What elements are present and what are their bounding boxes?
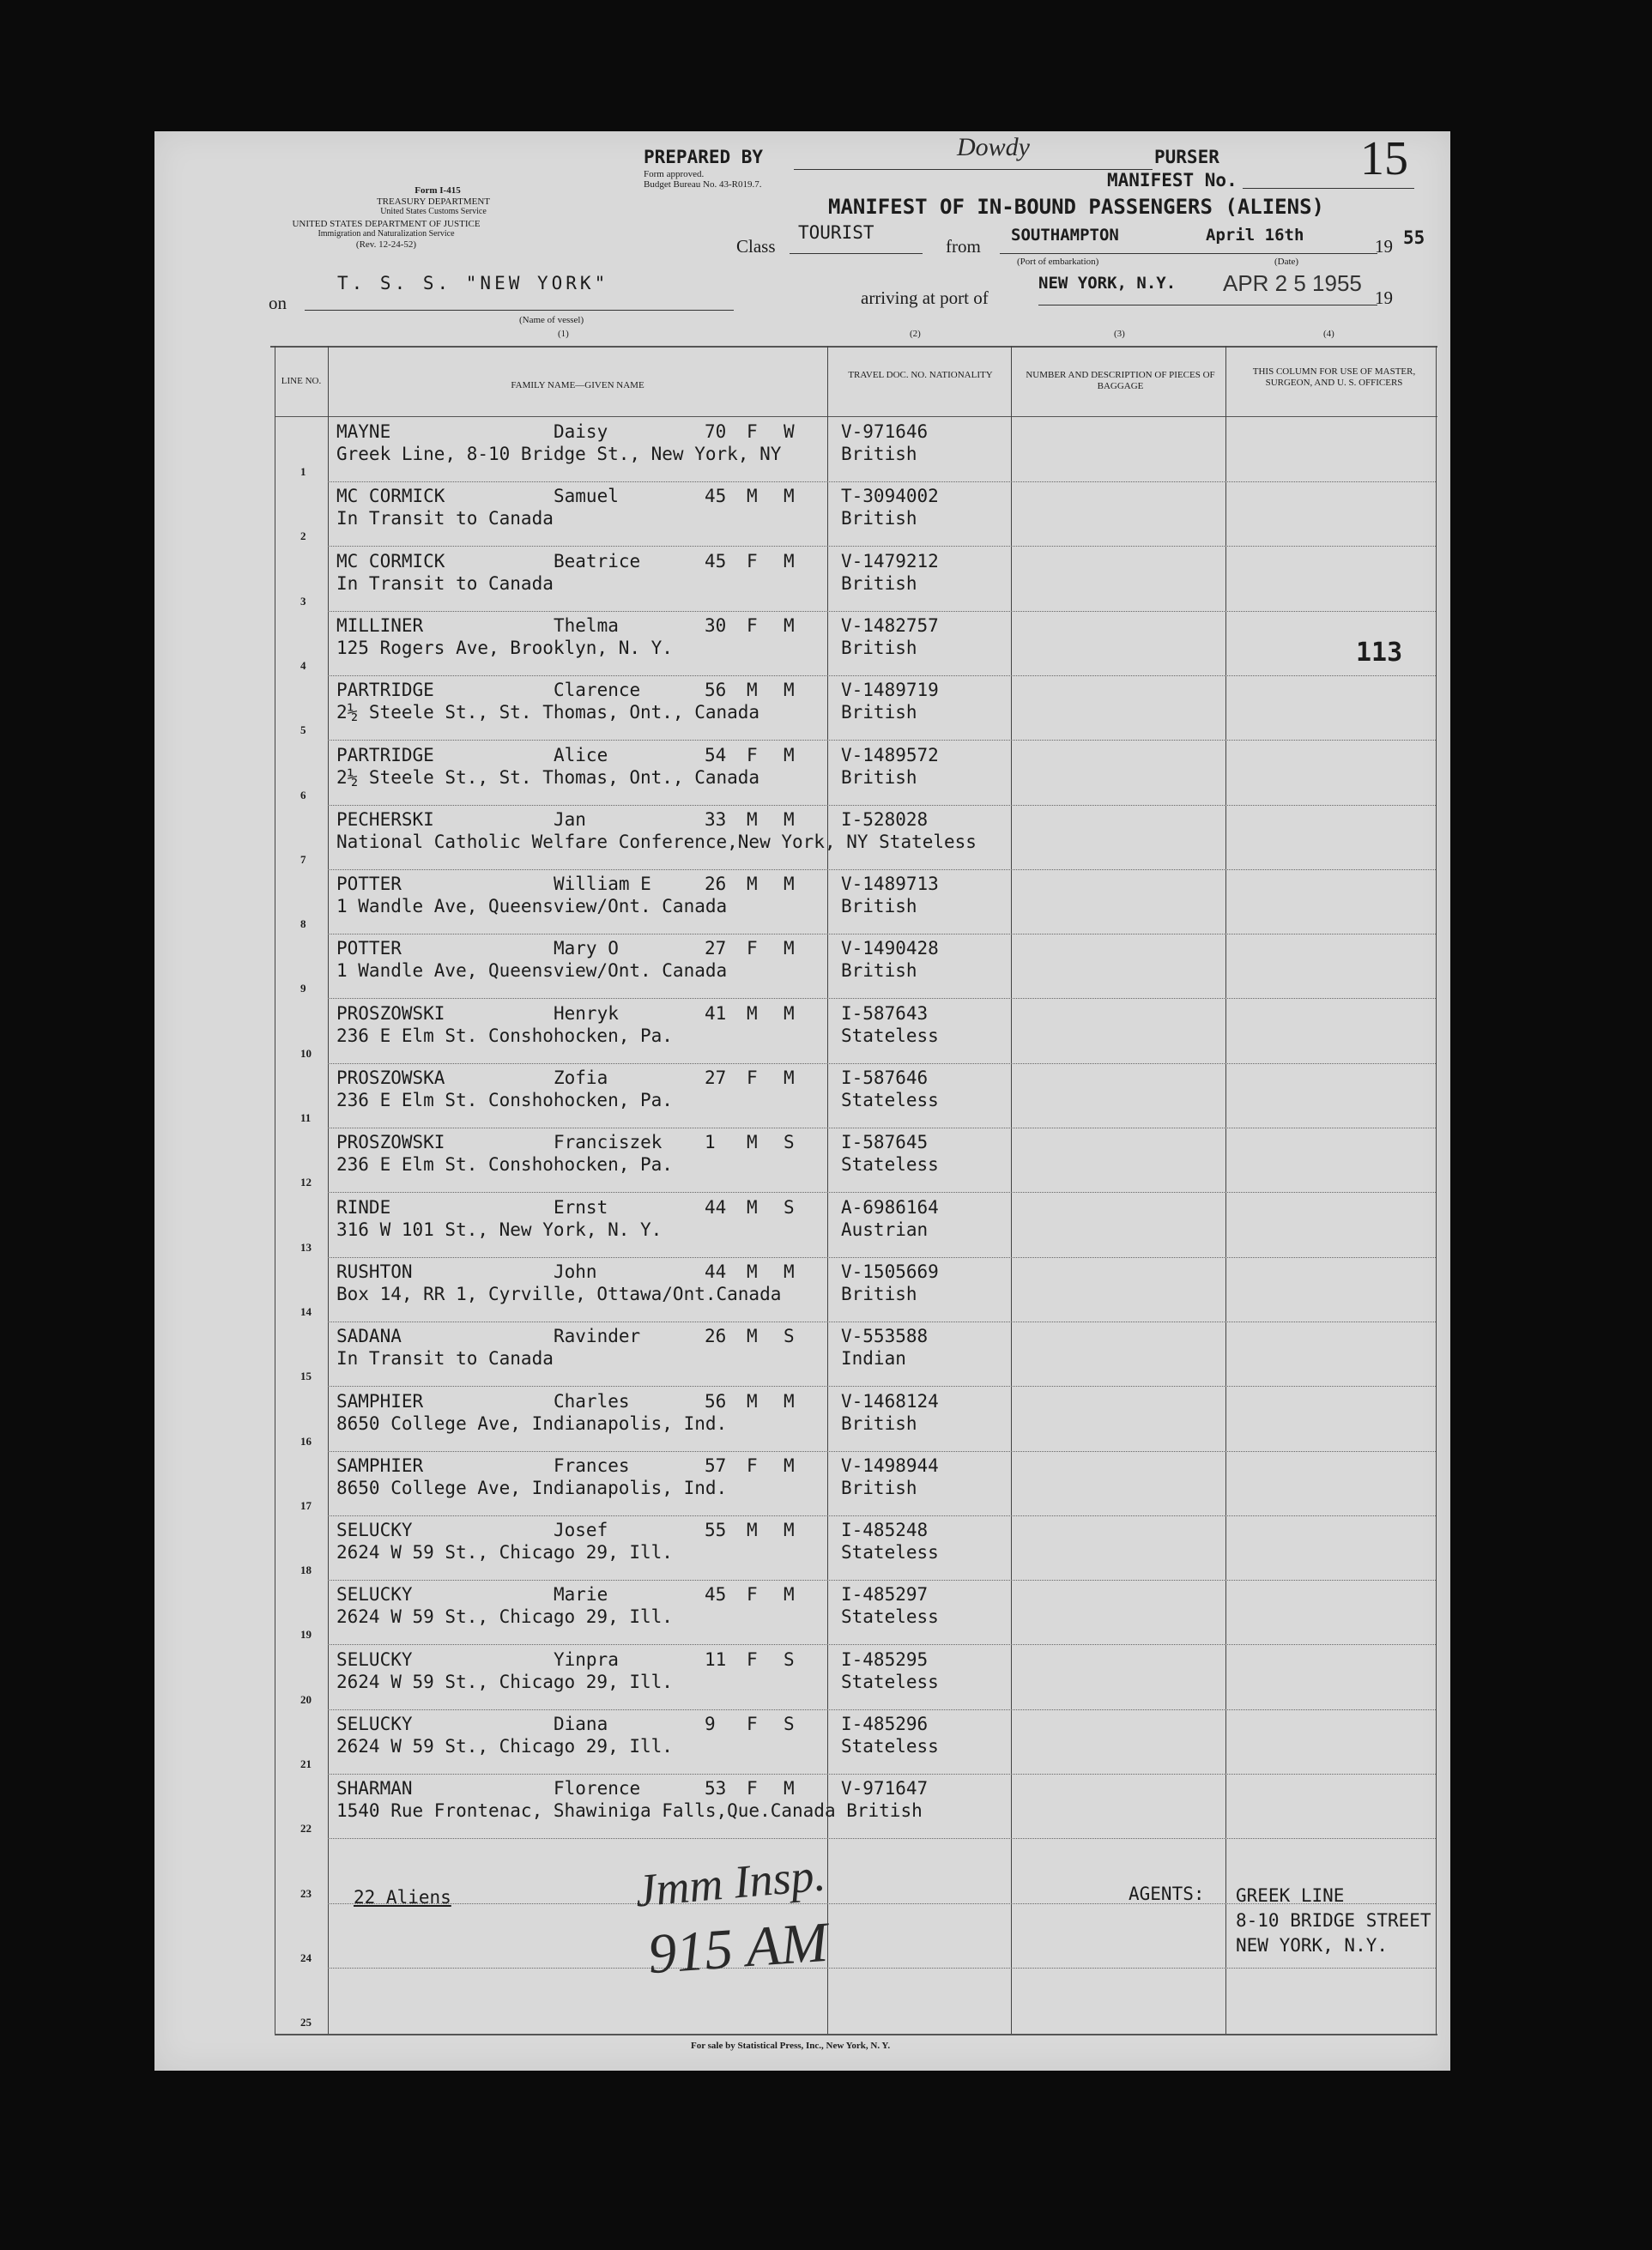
nationality: Stateless — [841, 1090, 939, 1110]
table-row — [154, 1648, 1450, 1713]
line-number: 15 — [300, 1370, 312, 1382]
table-row — [154, 485, 1450, 549]
col-marker-2: (2) — [910, 329, 921, 339]
age: 55 — [705, 1520, 727, 1540]
marital-status: S — [784, 1197, 795, 1218]
age: 27 — [705, 1068, 727, 1088]
address: 2624 W 59 St., Chicago 29, Ill. — [336, 1736, 673, 1757]
marital-status: M — [784, 486, 795, 506]
on-label: on — [269, 293, 287, 313]
marital-status: M — [784, 745, 795, 765]
col-marker-3: (3) — [1114, 329, 1125, 339]
sex: F — [747, 1649, 758, 1670]
marital-status: S — [784, 1714, 795, 1734]
line-number: 20 — [300, 1693, 312, 1706]
nationality: British — [841, 1413, 917, 1434]
address: 2624 W 59 St., Chicago 29, Ill. — [336, 1672, 673, 1692]
given-name: Diana — [554, 1714, 608, 1734]
family-name: POTTER — [336, 874, 402, 894]
given-name: Florence — [554, 1778, 641, 1799]
purser-label: PURSER — [1154, 147, 1219, 167]
family-name: PROSZOWSKA — [336, 1068, 445, 1088]
address: Greek Line, 8-10 Bridge St., New York, NY — [336, 444, 782, 464]
family-name: SHARMAN — [336, 1778, 413, 1799]
line-number: 25 — [300, 2016, 312, 2029]
row-divider — [328, 481, 1436, 482]
sex: M — [747, 1003, 758, 1024]
marital-status: S — [784, 1649, 795, 1670]
age: 56 — [705, 680, 727, 700]
address: 125 Rogers Ave, Brooklyn, N. Y. — [336, 638, 673, 658]
table-row — [154, 1455, 1450, 1519]
address: 2½ Steele St., St. Thomas, Ont., Canada — [336, 702, 760, 723]
travel-doc-number: V-1479212 — [841, 551, 939, 572]
line-number: 24 — [300, 1951, 312, 1964]
nationality: Stateless — [841, 1672, 939, 1692]
nationality: Stateless — [841, 1542, 939, 1563]
family-name: SELUCKY — [336, 1520, 413, 1540]
customs-service: United States Customs Service — [380, 207, 487, 216]
marital-status: M — [784, 1068, 795, 1088]
given-name: Zofia — [554, 1068, 608, 1088]
header-line-no: LINE NO. — [281, 376, 322, 386]
agents-label: AGENTS: — [1129, 1884, 1205, 1904]
nationality: Stateless — [841, 1154, 939, 1175]
sex: M — [747, 1132, 758, 1152]
line-number: 12 — [300, 1176, 312, 1189]
header-baggage: NUMBER AND DESCRIPTION OF PIECES OF BAGGAGE — [1026, 370, 1215, 391]
line-number: 23 — [300, 1887, 312, 1900]
treasury-department: TREASURY DEPARTMENT — [376, 197, 491, 207]
sex: F — [747, 421, 758, 442]
family-name: SELUCKY — [336, 1584, 413, 1605]
nationality: British — [841, 702, 917, 723]
row-divider — [328, 1709, 1436, 1710]
marital-status: M — [784, 680, 795, 700]
age: 27 — [705, 938, 727, 959]
row-divider — [328, 805, 1436, 806]
given-name: Josef — [554, 1520, 608, 1540]
given-name: Henryk — [554, 1003, 619, 1024]
age: 41 — [705, 1003, 727, 1024]
travel-doc-number: I-528028 — [841, 809, 929, 830]
address: In Transit to Canada — [336, 573, 554, 594]
nationality: Stateless — [841, 1025, 939, 1046]
sex: F — [747, 938, 758, 959]
sex: F — [747, 1714, 758, 1734]
given-name: Beatrice — [554, 551, 641, 572]
row-divider — [328, 740, 1436, 741]
marital-status: M — [784, 1261, 795, 1282]
family-name: PROSZOWSKI — [336, 1003, 445, 1024]
sex: F — [747, 615, 758, 636]
row-divider — [328, 1644, 1436, 1645]
line-number: 11 — [300, 1111, 312, 1124]
family-name: PARTRIDGE — [336, 680, 434, 700]
travel-doc-number: I-587645 — [841, 1132, 929, 1152]
table-row — [154, 614, 1450, 679]
address: 2624 W 59 St., Chicago 29, Ill. — [336, 1542, 673, 1563]
family-name: PECHERSKI — [336, 809, 434, 830]
line-number: 1 — [300, 465, 306, 478]
travel-doc-number: I-587646 — [841, 1068, 929, 1088]
vessel-name-label: (Name of vessel) — [519, 315, 584, 325]
table-row — [154, 1196, 1450, 1261]
travel-doc-number: V-1482757 — [841, 615, 939, 636]
marital-status: M — [784, 809, 795, 830]
budget-bureau: Budget Bureau No. 43-R019.7. — [644, 179, 762, 190]
nationality: Stateless — [841, 1606, 939, 1627]
header-officers: THIS COLUMN FOR USE OF MASTER, SURGEON, AND U. S. OFFICERS — [1252, 366, 1416, 388]
table-row — [154, 873, 1450, 937]
row-divider — [328, 1968, 1436, 1969]
nationality: British — [841, 767, 917, 788]
date-label: (Date) — [1274, 257, 1299, 267]
address: 236 E Elm St. Conshohocken, Pa. — [336, 1090, 673, 1110]
given-name: John — [554, 1261, 597, 1282]
table-row — [154, 1713, 1450, 1777]
address: 236 E Elm St. Conshohocken, Pa. — [336, 1025, 673, 1046]
marital-status: M — [784, 551, 795, 572]
table-row — [154, 744, 1450, 808]
given-name: Thelma — [554, 615, 619, 636]
sex: M — [747, 1197, 758, 1218]
travel-doc-number: I-485248 — [841, 1520, 929, 1540]
family-name: MC CORMICK — [336, 486, 445, 506]
nationality: British — [841, 444, 917, 464]
port-of-embarkation-label: (Port of embarkation) — [1017, 257, 1099, 267]
marital-status: M — [784, 1003, 795, 1024]
nationality: British — [841, 638, 917, 658]
given-name: Daisy — [554, 421, 608, 442]
line-number: 13 — [300, 1241, 312, 1254]
marital-status: S — [784, 1132, 795, 1152]
sex: M — [747, 874, 758, 894]
marital-status: M — [784, 874, 795, 894]
family-name: PROSZOWSKI — [336, 1132, 445, 1152]
arrival-year-prefix: 19 — [1375, 287, 1393, 308]
sex: M — [747, 680, 758, 700]
age: 45 — [705, 1584, 727, 1605]
travel-doc-number: I-485296 — [841, 1714, 929, 1734]
line-number: 16 — [300, 1435, 312, 1448]
form-approved: Form approved. — [644, 169, 705, 179]
sex: M — [747, 809, 758, 830]
line-number: 14 — [300, 1305, 312, 1318]
travel-doc-number: I-485297 — [841, 1584, 929, 1605]
row-divider — [328, 1774, 1436, 1775]
officer-note: 113 — [1356, 638, 1403, 668]
arriving-port: NEW YORK, N.Y. — [1038, 274, 1177, 293]
family-name: MC CORMICK — [336, 551, 445, 572]
address: 8650 College Ave, Indianapolis, Ind. — [336, 1413, 728, 1434]
address: Box 14, RR 1, Cyrville, Ottawa/Ont.Canada — [336, 1284, 782, 1304]
row-divider — [328, 675, 1436, 676]
total-aliens: 22 Aliens — [354, 1887, 451, 1908]
row-divider — [328, 1451, 1436, 1452]
given-name: Franciszek — [554, 1132, 663, 1152]
row-divider — [328, 1192, 1436, 1193]
agents-line-2: 8-10 BRIDGE STREET — [1236, 1910, 1431, 1931]
address: In Transit to Canada — [336, 508, 554, 529]
given-name: Alice — [554, 745, 608, 765]
agents-address — [1236, 1884, 1431, 1958]
class-value: TOURIST — [798, 222, 874, 243]
handwritten-time: 915 AM — [645, 1910, 830, 1987]
table-row — [154, 1002, 1450, 1067]
address: In Transit to Canada — [336, 1348, 554, 1369]
line-number: 21 — [300, 1757, 312, 1770]
nationality: Stateless — [841, 1736, 939, 1757]
family-name: SELUCKY — [336, 1714, 413, 1734]
row-divider — [328, 1063, 1436, 1064]
line-number: 6 — [300, 789, 306, 801]
table-row — [154, 937, 1450, 1001]
address: 2624 W 59 St., Chicago 29, Ill. — [336, 1606, 673, 1627]
address: 236 E Elm St. Conshohocken, Pa. — [336, 1154, 673, 1175]
given-name: Samuel — [554, 486, 619, 506]
nationality: British — [841, 1284, 917, 1304]
family-name: SELUCKY — [336, 1649, 413, 1670]
age: 56 — [705, 1391, 727, 1412]
table-row — [154, 1390, 1450, 1455]
row-divider — [328, 869, 1436, 870]
vessel-name: T. S. S. "NEW YORK" — [337, 273, 609, 293]
sex: F — [747, 1778, 758, 1799]
table-row — [154, 420, 1450, 485]
given-name: Mary O — [554, 938, 619, 959]
marital-status: M — [784, 1455, 795, 1476]
line-number: 4 — [300, 659, 306, 672]
given-name: William E — [554, 874, 651, 894]
family-name: SADANA — [336, 1326, 402, 1346]
line-number: 2 — [300, 529, 306, 542]
nationality: British — [841, 508, 917, 529]
travel-doc-number: I-485295 — [841, 1649, 929, 1670]
marital-status: M — [784, 615, 795, 636]
given-name: Ravinder — [554, 1326, 641, 1346]
age: 53 — [705, 1778, 727, 1799]
given-name: Marie — [554, 1584, 608, 1605]
travel-doc-number: V-1490428 — [841, 938, 939, 959]
travel-doc-number: V-1489713 — [841, 874, 939, 894]
travel-doc-number: T-3094002 — [841, 486, 939, 506]
line-number: 3 — [300, 595, 306, 608]
prepared-by-signature: Dowdy — [957, 133, 1030, 161]
age: 70 — [705, 421, 727, 442]
manifest-page — [154, 131, 1450, 2071]
row-divider — [328, 1386, 1436, 1387]
table-row — [154, 1583, 1450, 1648]
table-row — [154, 1777, 1450, 1842]
family-name: PARTRIDGE — [336, 745, 434, 765]
nationality: British — [841, 573, 917, 594]
sex: F — [747, 745, 758, 765]
age: 26 — [705, 1326, 727, 1346]
table-row — [154, 1519, 1450, 1583]
row-divider — [328, 611, 1436, 612]
marital-status: M — [784, 1520, 795, 1540]
nationality: British — [841, 896, 917, 916]
marital-status: S — [784, 1326, 795, 1346]
travel-doc-number: V-1489719 — [841, 680, 939, 700]
nationality: British — [841, 1478, 917, 1498]
family-name: MAYNE — [336, 421, 391, 442]
header-travel-doc: TRAVEL DOC. NO. NATIONALITY — [848, 370, 993, 380]
table-row — [154, 550, 1450, 614]
row-divider — [328, 998, 1436, 999]
table-row — [154, 808, 1450, 873]
marital-status: M — [784, 1391, 795, 1412]
manifest-title: MANIFEST OF IN-BOUND PASSENGERS (ALIENS) — [828, 195, 1324, 219]
line-number: 10 — [300, 1047, 312, 1060]
address: National Catholic Welfare Conference,New York, NY Stateless — [336, 832, 977, 852]
age: 45 — [705, 551, 727, 572]
row-divider — [328, 546, 1436, 547]
sex: M — [747, 1261, 758, 1282]
year-suffix: 55 — [1403, 227, 1425, 248]
address: 316 W 101 St., New York, N. Y. — [336, 1219, 663, 1240]
table-row — [154, 1131, 1450, 1195]
class-label: Class — [736, 236, 776, 257]
form-number: Form I-415 — [415, 185, 461, 196]
sex: F — [747, 1455, 758, 1476]
family-name: POTTER — [336, 938, 402, 959]
travel-doc-number: V-1498944 — [841, 1455, 939, 1476]
col-marker-4: (4) — [1323, 329, 1334, 339]
nationality: British — [841, 960, 917, 981]
sex: F — [747, 551, 758, 572]
inspector-signature: Jmm Insp. — [632, 1848, 828, 1917]
nationality: Austrian — [841, 1219, 929, 1240]
sex: M — [747, 486, 758, 506]
family-name: SAMPHIER — [336, 1391, 424, 1412]
marital-status: M — [784, 1584, 795, 1605]
marital-status: W — [784, 421, 795, 442]
table-row — [154, 679, 1450, 743]
table-row — [154, 1261, 1450, 1325]
age: 44 — [705, 1261, 727, 1282]
line-number: 9 — [300, 982, 306, 995]
agents-line-3: NEW YORK, N.Y. — [1236, 1935, 1389, 1956]
given-name: Frances — [554, 1455, 630, 1476]
justice-department: UNITED STATES DEPARTMENT OF JUSTICE — [292, 219, 481, 229]
age: 57 — [705, 1455, 727, 1476]
family-name: RUSHTON — [336, 1261, 413, 1282]
age: 26 — [705, 874, 727, 894]
col-marker-1: (1) — [558, 329, 569, 339]
address: 8650 College Ave, Indianapolis, Ind. — [336, 1478, 728, 1498]
arriving-label: arriving at port of — [861, 287, 989, 308]
header-family-name: FAMILY NAME—GIVEN NAME — [511, 380, 644, 390]
table-row — [154, 1067, 1450, 1131]
age: 30 — [705, 615, 727, 636]
address: 2½ Steele St., St. Thomas, Ont., Canada — [336, 767, 760, 788]
travel-doc-number: V-971647 — [841, 1778, 929, 1799]
row-divider — [328, 1257, 1436, 1258]
line-number: 19 — [300, 1628, 312, 1641]
row-divider — [328, 1838, 1436, 1839]
table-row — [154, 1325, 1450, 1389]
from-value: SOUTHAMPTON — [1011, 226, 1119, 245]
marital-status: M — [784, 938, 795, 959]
table-row — [154, 1971, 1450, 2035]
line-number: 18 — [300, 1564, 312, 1576]
sex: M — [747, 1391, 758, 1412]
line-number: 17 — [300, 1499, 312, 1512]
sex: F — [747, 1584, 758, 1605]
age: 11 — [705, 1649, 727, 1670]
age: 44 — [705, 1197, 727, 1218]
travel-doc-number: V-1468124 — [841, 1391, 939, 1412]
given-name: Charles — [554, 1391, 630, 1412]
sex: F — [747, 1068, 758, 1088]
given-name: Ernst — [554, 1197, 608, 1218]
sex: M — [747, 1520, 758, 1540]
family-name: SAMPHIER — [336, 1455, 424, 1476]
year-prefix: 19 — [1375, 236, 1393, 257]
family-name: RINDE — [336, 1197, 391, 1218]
arrival-date-stamp: APR 2 5 1955 — [1223, 270, 1362, 296]
line-number: 8 — [300, 917, 306, 930]
row-divider — [328, 1580, 1436, 1581]
line-number: 7 — [300, 853, 306, 866]
date-value: April 16th — [1206, 226, 1304, 245]
immigration-service: Immigration and Naturalization Service — [318, 229, 455, 239]
travel-doc-number: V-1505669 — [841, 1261, 939, 1282]
travel-doc-number: V-1489572 — [841, 745, 939, 765]
form-revision: (Rev. 12-24-52) — [355, 239, 417, 250]
manifest-number: 15 — [1360, 132, 1408, 185]
travel-doc-number: V-971646 — [841, 421, 929, 442]
family-name: MILLINER — [336, 615, 424, 636]
agents-line-1: GREEK LINE — [1236, 1885, 1345, 1906]
row-divider — [328, 1515, 1436, 1516]
line-number: 22 — [300, 1822, 312, 1835]
given-name: Yinpra — [554, 1649, 619, 1670]
marital-status: M — [784, 1778, 795, 1799]
travel-doc-number: V-553588 — [841, 1326, 929, 1346]
given-name: Clarence — [554, 680, 641, 700]
travel-doc-number: I-587643 — [841, 1003, 929, 1024]
age: 9 — [705, 1714, 716, 1734]
address: 1 Wandle Ave, Queensview/Ont. Canada — [336, 896, 728, 916]
address: 1 Wandle Ave, Queensview/Ont. Canada — [336, 960, 728, 981]
given-name: Jan — [554, 809, 586, 830]
printer-footer: For sale by Statistical Press, Inc., New York, N. Y. — [691, 2041, 891, 2051]
travel-doc-number: A-6986164 — [841, 1197, 939, 1218]
address: 1540 Rue Frontenac, Shawiniga Falls,Que.Canada British — [336, 1800, 923, 1821]
age: 45 — [705, 486, 727, 506]
age: 1 — [705, 1132, 716, 1152]
prepared-by-label: PREPARED BY — [644, 147, 764, 167]
age: 54 — [705, 745, 727, 765]
from-label: from — [946, 236, 981, 257]
nationality: Indian — [841, 1348, 906, 1369]
sex: M — [747, 1326, 758, 1346]
line-number: 5 — [300, 723, 306, 736]
manifest-no-label: MANIFEST No. — [1107, 170, 1237, 191]
age: 33 — [705, 809, 727, 830]
